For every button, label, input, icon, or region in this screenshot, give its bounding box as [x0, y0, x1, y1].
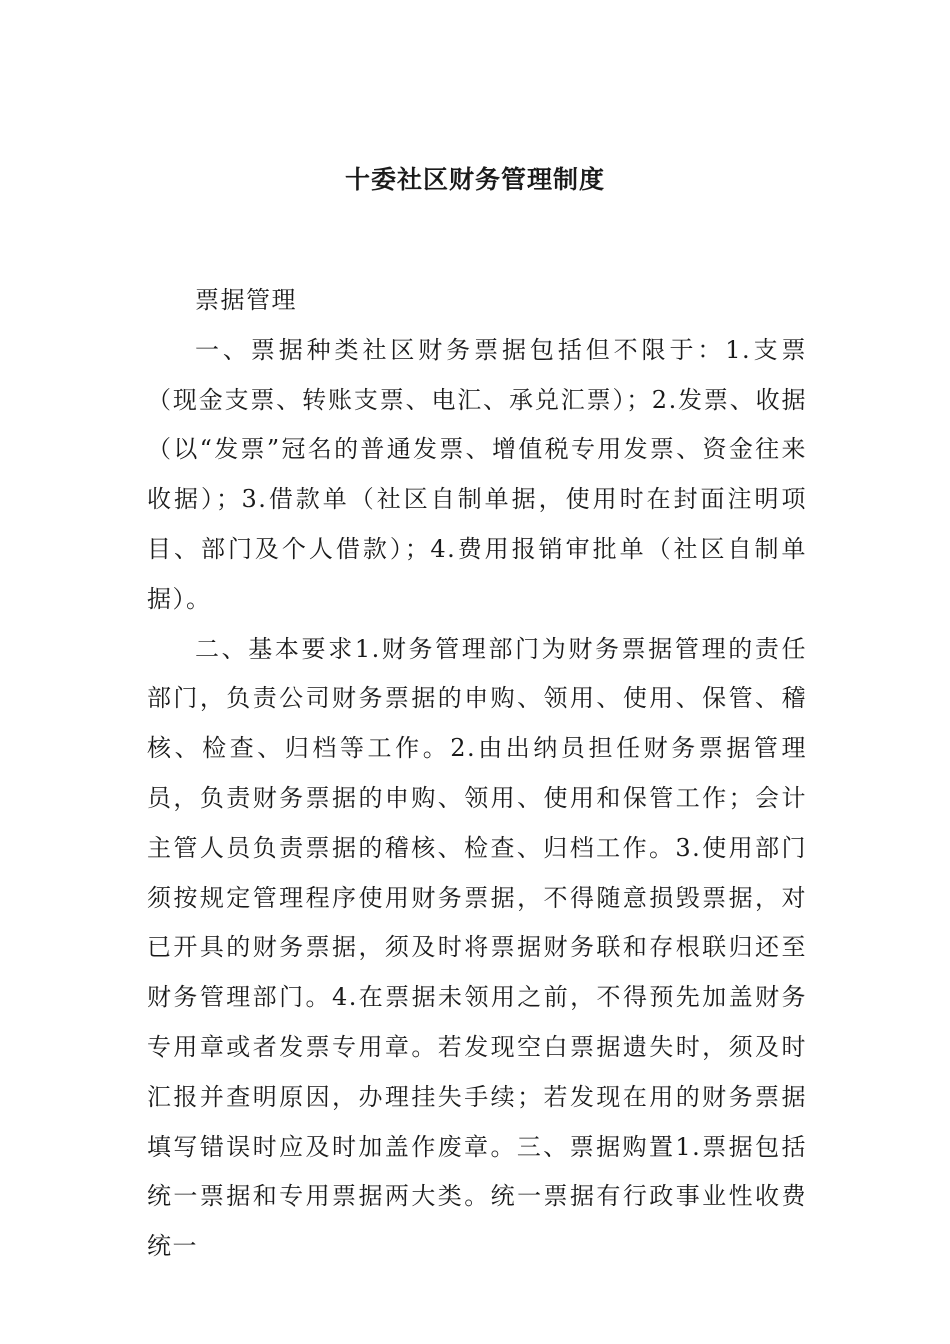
section-heading: 票据管理 [195, 286, 297, 314]
paragraph: 二、基本要求1.财务管理部门为财务票据管理的责任部门，负责公司财务票据的申购、领用、使用、保管、稽核、检查、归档等工作。2.由出纳员担任财务票据管理员，负责财务票据的申购、领用、使用和保管工作；会计主管人员负责票据的稽核、检查、归档工作。3.使用部门须按规定管理程序使用财务票据，不得随意损毁票据，对已开具的财务票据，须及时将票据财务联和存根联归还至财务管理部门。4.在票据未领用之前，不得预先加盖财务专用章或者发票专用章。若发现空白票据遗失时，须及时汇报并查明原因，办理挂失手续；若发现在用的财务票据填写错误时应及时加盖作废章。三、票据购置1.票据包括统一票据和专用票据两大类。统一票据有行政事业性收费统一 [147, 634, 807, 1261]
document-title: 十委社区财务管理制度 [344, 165, 605, 194]
document-body [147, 276, 807, 1272]
paragraph: 一、票据种类社区财务票据包括但不限于：1.支票（现金支票、转账支票、电汇、承兑汇票）；2.发票、收据（以“发票”冠名的普通发票、增值税专用发票、资金往来收据）；3.借款单（社区自制单据，使用时在封面注明项目、部门及个人借款）；4.费用报销审批单（社区自制单据）。 [147, 335, 807, 613]
